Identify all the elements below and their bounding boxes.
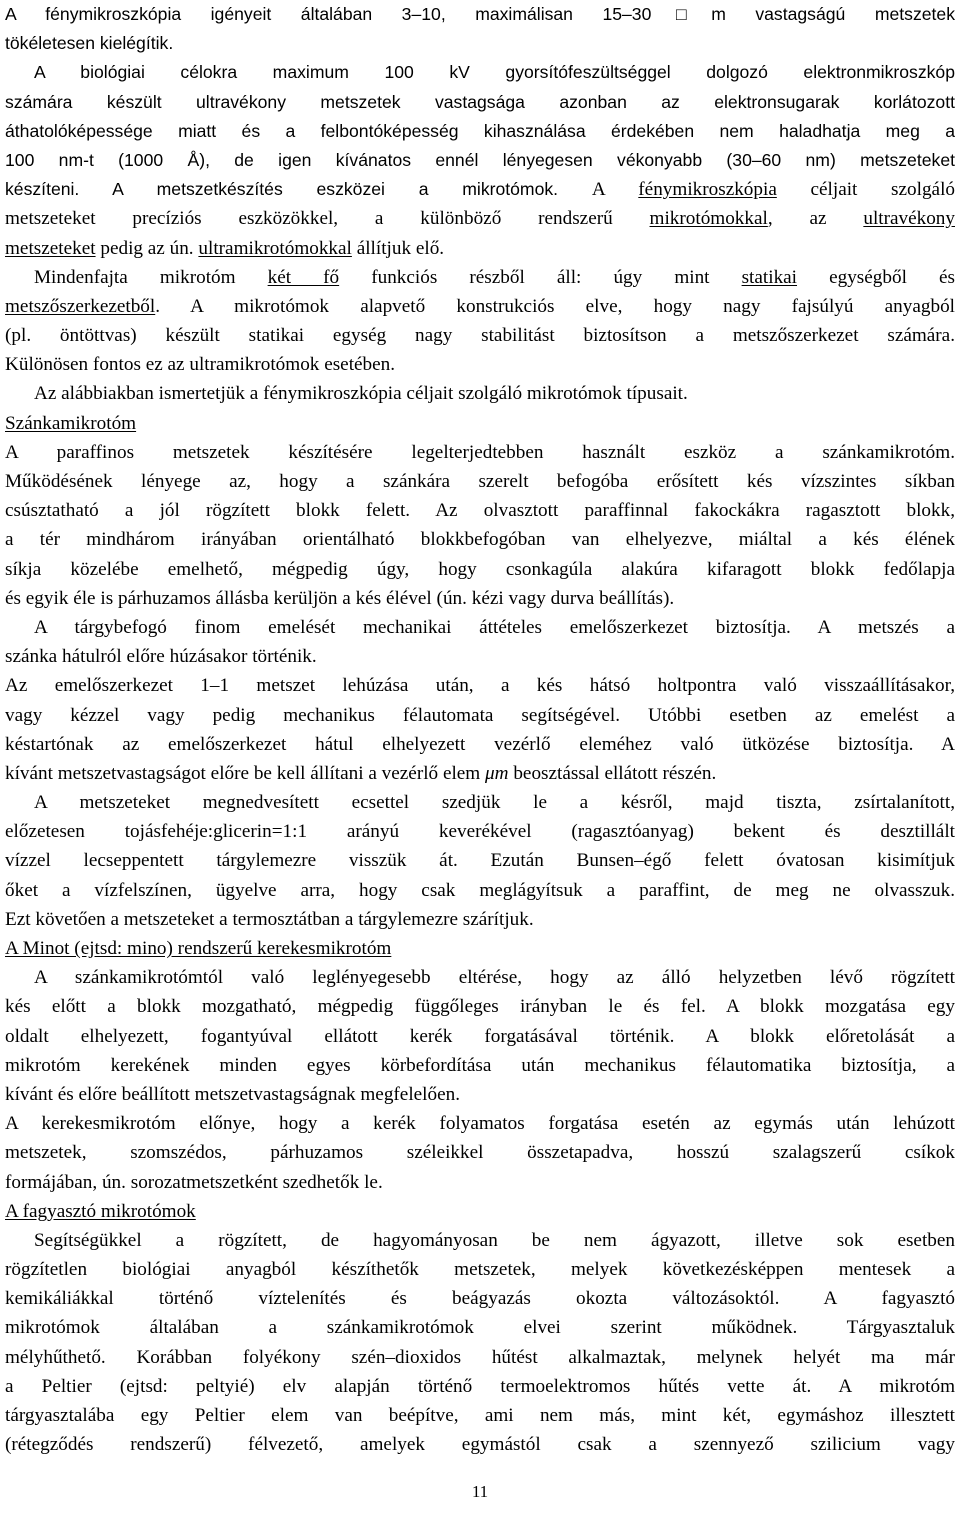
text-line: Ezt követően a metszeteket a termosztátban a tárgylemezre szárítjuk. [5, 908, 534, 930]
text-line: vízzel lecseppentett tárgylemezre visszük át. Ezután Bunsen–égő felett óvatosan kisimítjuk [5, 850, 955, 872]
text-line: metszeteket pedig az ún. ultramikrotómokkal állítjuk elő. [5, 237, 445, 259]
text-line: A kerekesmikrotóm előnye, hogy a kerék folyamatos forgatása esetén az egymás után lehúzott [5, 1113, 955, 1135]
text-line: Szánkamikrotóm [5, 412, 137, 434]
text-line: készíteni. A metszetkészítés eszközei a mikrotómok. A fénymikroszkópia céljait szolgáló [5, 179, 955, 201]
text-line: a tér mindhárom irányában orientálható blokkbefogóban van elhelyezve, miáltal a kés élének [5, 529, 955, 551]
text-line: Az alábbiakban ismertetjük a fénymikroszkópia céljait szolgáló mikrotómok típusait. [34, 383, 688, 405]
text-line: Segítségükkel a rögzített, de hagyományosan be nem ágyazott, illetve sok esetben [34, 1229, 955, 1251]
text-line: és egyik éle is párhuzamos állásba kerüljön a kés élével (ún. kézi vagy durva beállítás). [5, 587, 675, 609]
text-line: áthatolóképessége miatt és a felbontóképesség kihasználása érdekében nem haladhatja meg a [5, 120, 955, 141]
text-line: A Minot (ejtsd: mino) rendszerű kerekesmikrotóm [5, 938, 392, 959]
text-line: kés előtt a blokk mozgatható, mégpedig függőleges irányban le és fel. A blokk mozgatása egy [5, 996, 955, 1018]
document-page [5, 0, 955, 1513]
text-line: síkja közelébe emelhető, mégpedig úgy, hogy csonkagúla alakúra kifaragott blokk fedőlapja [5, 558, 955, 580]
text-line: A metszeteket megnedvesített ecsettel szedjük le a késről, majd tiszta, zsírtalanított, [34, 792, 955, 814]
text-line: mélyhűthető. Korábban folyékony szén–dioxidos hűtést alkalmaztak, melynek helyét ma már [5, 1346, 955, 1368]
text-line: tárgyasztalába egy Peltier elem van beépítve, ami nem más, mint két, egymáshoz illesztett [5, 1405, 955, 1426]
text-line: csúsztatható a jól rögzített blokk felett. Az olvasztott paraffinnal fakockákra ragasztott blokk, [5, 500, 955, 522]
text-line: a Peltier (ejtsd: peltyié) elv alapján történő termoelektromos hűtés vette át. A mikrotóm [5, 1375, 955, 1397]
text-line: kemikáliákkal történő víztelenítés és beágyazás okozta változásoktól. A fagyasztó [5, 1288, 955, 1310]
text-line: Az emelőszerkezet 1–1 metszet lehúzása után, a kés hátsó holtpontra való visszaállításakor, [5, 675, 955, 697]
text-line: számára készült ultravékony metszetek vastagsága azonban az elektronsugarak korlátozott [5, 91, 955, 112]
text-line: A szánkamikrotómtól való leglényegesebb eltérése, hogy az álló helyzetben lévő rögzített [34, 967, 955, 989]
text-line: előzetesen tojásfehéje:glicerin=1:1 arányú keverékével (ragasztóanyag) bekent és desztillált [5, 821, 955, 843]
text-line: Mindenfajta mikrotóm két fő funkciós részből áll: úgy mint statikai egységből és [34, 266, 955, 288]
text-line: Működésének lényege az, hogy a szánkára szerelt befogóba erősített kés vízszintes síkban [5, 471, 955, 492]
text-line: késtartónak az emelőszerkezet hátul elhelyezett vezérlő eleméhez való ütközése biztosítja. A [5, 733, 955, 755]
text-line: mikrotóm kerekének minden egyes körbefordítása után mechanikus félautomatika biztosítja, a [5, 1054, 955, 1076]
text-line: metszeteket precíziós eszközökkel, a különböző rendszerű mikrotómokkal, az ultravékony [5, 208, 955, 230]
text-line: tökéletesen kielégítik. [5, 33, 174, 54]
text-line: A paraffinos metszetek készítésére legelterjedtebben használt eszköz a szánkamikrotóm. [5, 441, 955, 463]
text-line: kívánt és előre beállított metszetvastagságnak megfelelően. [5, 1083, 461, 1105]
text-line: formájában, ún. sorozatmetszetként szedhetők le. [5, 1171, 383, 1193]
text-line: mikrotómok általában a szánkamikrotómok elvei szerint működnek. Tárgyasztaluk [5, 1317, 955, 1339]
text-line: metszetek, szomszédos, párhuzamos széleikkel összetapadva, hosszú szalagszerű csíkok [5, 1142, 955, 1164]
text-line: A fénymikroszkópia igényeit általában 3–10, maximálisan 15–30□m vastagságú metszetek [5, 4, 955, 24]
text-line: (rétegződés rendszerű) félvezető, amelyek egymástól csak a szennyező szilicium vagy [5, 1434, 955, 1456]
text-line: A tárgybefogó finom emelését mechanikai áttételes emelőszerkezet biztosítja. A metszés a [34, 616, 955, 638]
text-line: metszőszerkezetből. A mikrotómok alapvető konstrukciós elve, hogy nagy fajsúlyú anyagból [5, 295, 955, 317]
text-line: Különösen fontos ez az ultramikrotómok esetében. [5, 354, 396, 376]
text-line: rögzítetlen biológiai anyagból készíthetők metszetek, melyek következésképpen mentesek a [5, 1259, 955, 1281]
text-line: A biológiai célokra maximum 100 kV gyorsítófeszültséggel dolgozó elektronmikroszkóp [34, 62, 955, 83]
text-line: 100 nm-t (1000 Å), de igen kívánatos ennél lényegesen vékonyabb (30–60 nm) metszeteket [5, 149, 955, 170]
text-line: oldalt elhelyezett, fogantyúval ellátott kerék forgatásával történik. A blokk előretolását a [5, 1025, 955, 1047]
text-line: vagy kézzel vagy pedig mechanikus félautomata segítségével. Utóbbi esetben az emelést a [5, 704, 955, 726]
text-line: őket a vízfelszínen, ügyelve arra, hogy csak meglágyítsuk a paraffint, de meg ne olvasszuk. [5, 879, 955, 901]
text-line: A fagyasztó mikrotómok [5, 1200, 196, 1222]
text-line: szánka hátulról előre húzásakor történik. [5, 646, 317, 668]
text-line: (pl. öntöttvas) készült statikai egység nagy stabilitást biztosítson a metszőszerkezet számára. [5, 325, 955, 347]
page-number: 11 [471, 1482, 489, 1501]
text-line: kívánt metszetvastagságot előre be kell állítani a vezérlő elem μm beosztással ellátott részén. [5, 762, 717, 784]
